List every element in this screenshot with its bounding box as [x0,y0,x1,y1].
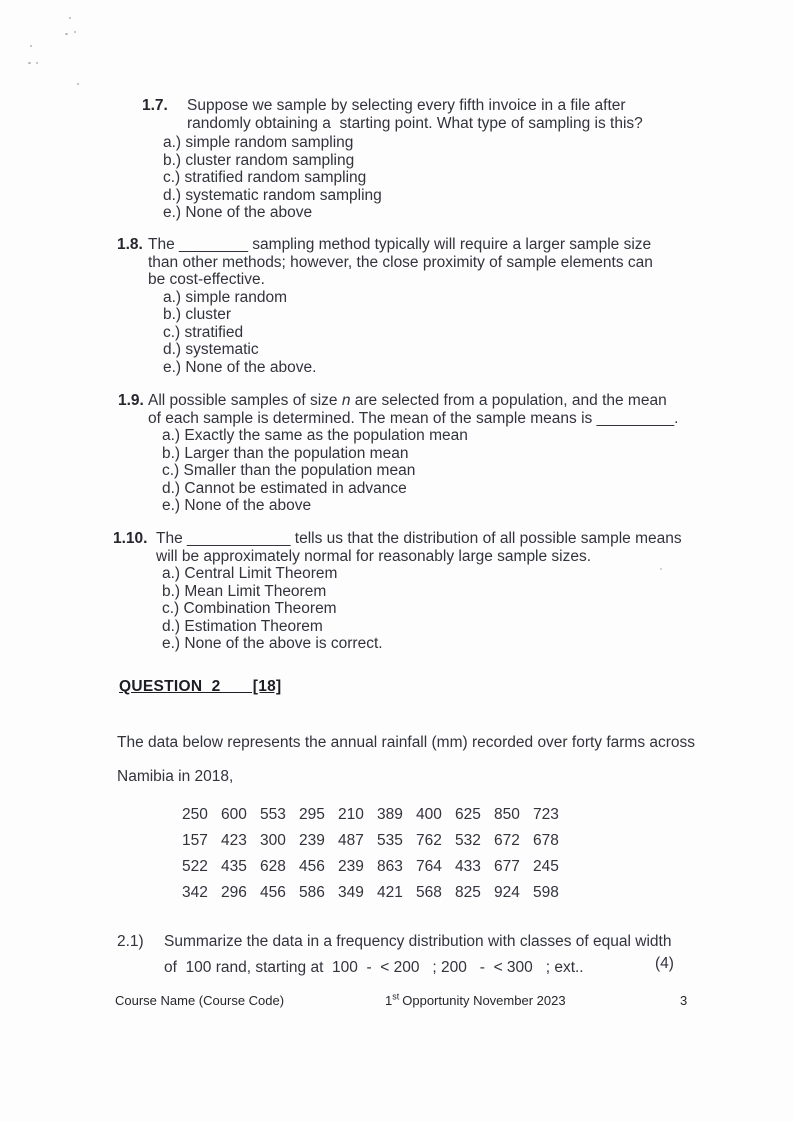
table-cell: 239 [338,858,364,875]
footer-course-name: Course Name (Course Code) [115,993,285,1008]
stem-line: The ________ sampling method typically will require a larger sample size [148,236,652,253]
scan-speck [69,17,71,19]
table-cell: 586 [299,884,325,901]
table-cell: 421 [377,884,403,901]
stem-text: All possible samples of size [148,392,342,409]
scan-speck [36,62,38,64]
option-item: b.) cluster [163,306,232,323]
table-cell: 625 [455,806,481,823]
table-cell: 764 [416,858,442,875]
question-stem [156,530,682,565]
scan-speck [30,45,32,47]
footer-opportunity [385,993,566,1008]
options-list [163,134,643,222]
option-item: a.) simple random sampling [163,134,354,151]
table-cell: 825 [455,884,481,901]
option-item: e.) None of the above is correct. [162,635,383,652]
scan-speck [28,62,31,64]
intro-line: Namibia in 2018, [117,768,234,785]
question-number: 2.1) [117,933,144,950]
option-item: c.) Combination Theorem [162,600,337,617]
table-row [182,828,572,854]
question-stem [148,236,653,289]
question-number: 1.7. [142,97,168,114]
table-cell: 723 [533,806,559,823]
option-item: b.) Larger than the population mean [162,444,409,462]
question-1-8 [117,236,653,376]
question-stem [164,929,671,981]
table-cell: 400 [416,806,442,823]
table-cell: 628 [260,858,286,875]
question-stem [187,97,643,132]
table-cell: 672 [494,832,520,849]
question-1-7 [142,97,643,222]
option-item: c.) Smaller than the population mean [162,462,416,479]
scan-speck [65,33,68,35]
stem-line: than other methods; however, the close proximity of sample elements can [148,253,653,271]
question-stem [148,392,678,427]
scan-speck [74,31,76,33]
table-cell: 239 [299,832,325,849]
table-cell: 863 [377,858,403,875]
question-2-intro [117,726,695,794]
stem-line: The ____________ tells us that the distribution of all possible sample means [156,530,682,547]
option-item: c.) stratified [163,323,244,341]
option-item: a.) Central Limit Theorem [162,565,338,582]
rainfall-data-table [182,802,572,906]
table-cell: 157 [182,832,208,849]
question-number: 1.10. [113,530,148,547]
option-item: d.) Cannot be estimated in advance [162,479,407,497]
option-item: b.) cluster random sampling [163,151,355,169]
options-list [163,289,653,377]
table-row [182,880,572,906]
options-list [162,427,678,515]
table-cell: 678 [533,832,559,849]
option-item: d.) systematic [163,341,259,358]
table-cell: 677 [494,858,520,875]
scan-speck [77,83,79,85]
question-number: 1.8. [117,236,143,253]
marks-badge: (4) [655,955,674,972]
table-cell: 433 [455,858,481,875]
table-cell: 295 [299,806,325,823]
table-cell: 535 [377,832,403,849]
table-cell: 456 [299,858,325,875]
table-cell: 245 [533,858,559,875]
table-cell: 553 [260,806,286,823]
table-cell: 762 [416,832,442,849]
question-1-9 [118,392,678,515]
option-item: a.) simple random [163,288,288,306]
option-item: b.) Mean Limit Theorem [162,582,327,600]
option-item: e.) None of the above [162,497,312,514]
stem-line: of each sample is determined. The mean of the sample means is _________. [148,409,679,427]
stem-line: randomly obtaining a starting point. What type of sampling is this? [187,114,643,132]
table-cell: 850 [494,806,520,823]
option-item: e.) None of the above. [163,358,317,376]
table-cell: 423 [221,832,247,849]
option-item: d.) systematic random sampling [163,186,382,204]
table-cell: 342 [182,884,208,901]
stem-line [148,392,678,410]
table-cell: 600 [221,806,247,823]
stem-line: Suppose we sample by selecting every fifth invoice in a file after [187,97,626,114]
intro-line: The data below represents the annual rainfall (mm) recorded over forty farms across [117,734,696,751]
options-list [162,565,682,653]
table-row [182,802,572,828]
stem-line: of 100 rand, starting at 100 - < 200 ; 200 - < 300 ; ext.. [164,959,584,976]
table-cell: 598 [533,884,559,901]
option-item: c.) stratified random sampling [163,169,367,186]
table-cell: 532 [455,832,481,849]
option-item: a.) Exactly the same as the population mean [162,427,468,444]
table-cell: 568 [416,884,442,901]
footer-page-number: 3 [680,993,688,1008]
stem-line: be cost-effective. [148,271,265,288]
footer-ordinal-suffix: st [392,991,400,1002]
table-cell: 349 [338,884,364,901]
option-item: e.) None of the above [163,204,313,221]
question-number: 1.9. [118,392,144,409]
question-1-10 [113,530,682,653]
table-cell: 522 [182,858,208,875]
stem-line: Summarize the data in a frequency distribution with classes of equal width [164,933,672,950]
table-cell: 487 [338,832,364,849]
option-item: d.) Estimation Theorem [162,617,323,635]
table-row [182,854,572,880]
table-cell: 456 [260,884,286,901]
stem-line: will be approximately normal for reasonably large sample sizes. [156,547,592,565]
table-cell: 210 [338,806,364,823]
table-cell: 296 [221,884,247,901]
stem-text: are selected from a population, and the mean [350,392,667,409]
footer-opportunity-number: 1 [385,993,393,1008]
question-2-1 [117,929,671,981]
table-cell: 924 [494,884,520,901]
variable-n: n [341,392,351,409]
table-cell: 300 [260,832,286,849]
table-cell: 250 [182,806,208,823]
footer-opportunity-text: Opportunity November 2023 [402,993,566,1008]
table-cell: 435 [221,858,247,875]
table-cell: 389 [377,806,403,823]
question-2-heading: QUESTION 2 [18] [119,678,282,695]
